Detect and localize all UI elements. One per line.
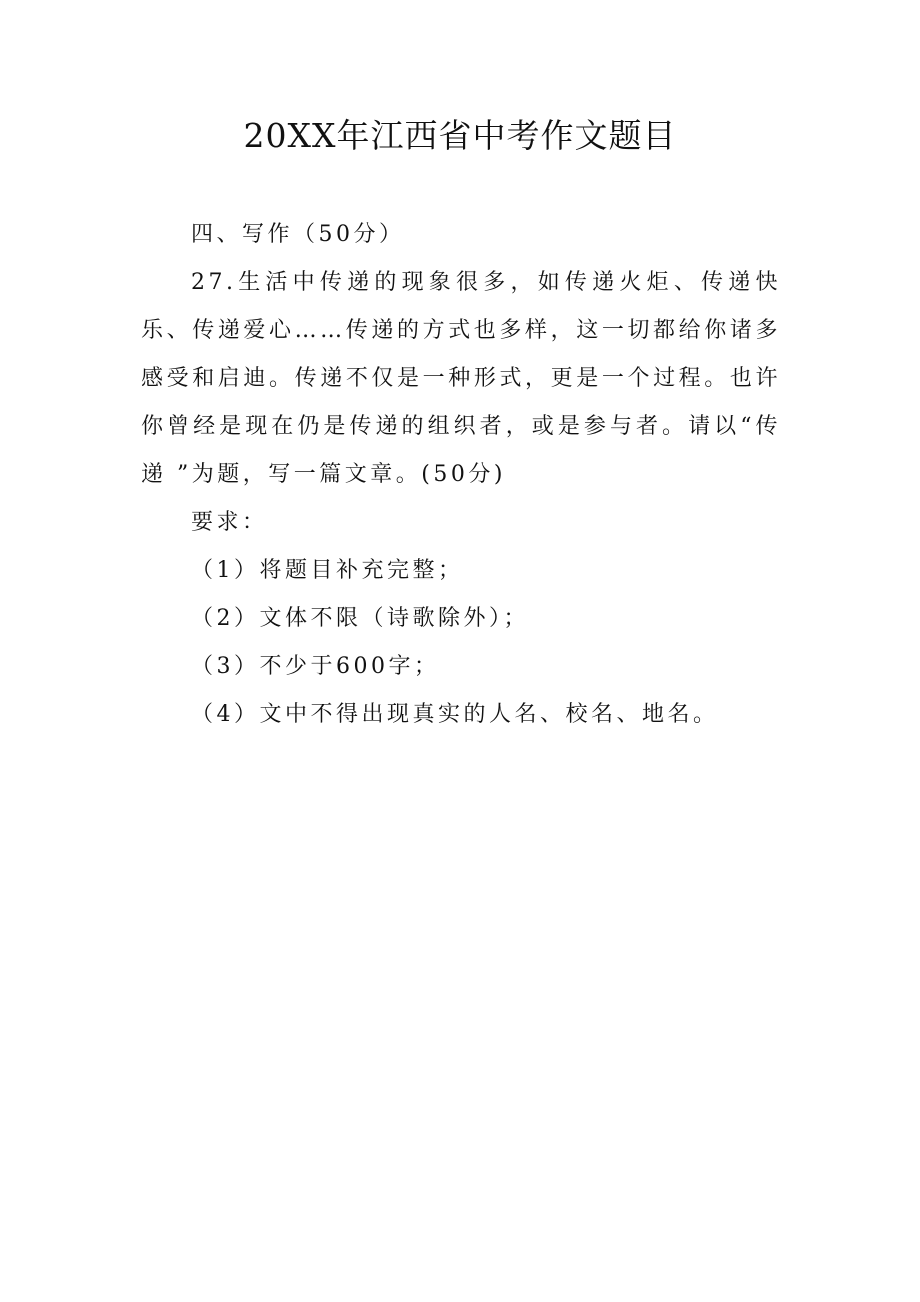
- section-heading: 四、写作（50分）: [191, 222, 405, 247]
- requirement-item: （1）将题目补充完整；: [191, 558, 464, 583]
- requirements-label: 要求：: [191, 510, 268, 535]
- writing-prompt: 27.生活中传递的现象很多，如传递火炬、传递快乐、传递爱心……传递的方式也多样，这一切都给你诸多感受和启迪。传递不仅是一种形式，更是一个过程。也许你曾经是现在仍是传递的组织者，或是参与者。请以“传递 ”为题，写一篇文章。(50分): [141, 270, 781, 487]
- requirement-item: （3）不少于600字；: [191, 654, 440, 679]
- requirement-item: （4）文中不得出现真实的人名、校名、地名。: [191, 702, 719, 727]
- requirement-item: （2）文体不限（诗歌除外）；: [191, 606, 529, 631]
- document-body: [141, 211, 781, 739]
- document-title: 20XX年江西省中考作文题目: [243, 116, 677, 155]
